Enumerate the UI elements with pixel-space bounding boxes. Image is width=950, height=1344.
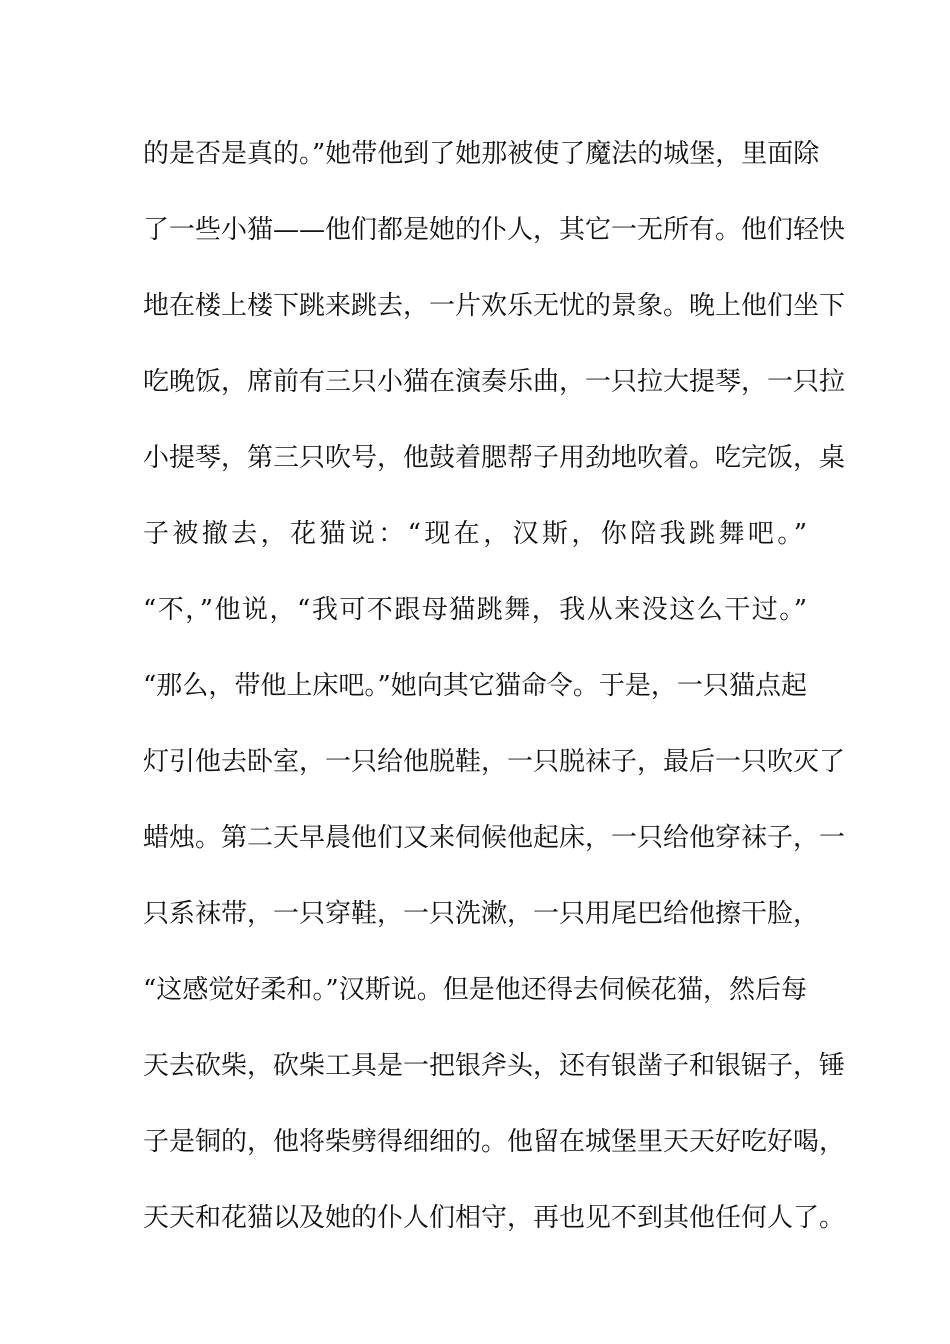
text-line: 蜡烛。第二天早晨他们又来伺候他起床，一只给他穿袜子，一 [143,823,846,853]
body-text [143,132,846,1272]
text-line: 小提琴，第三只吹号，他鼓着腮帮子用劲地吹着。吃完饭，桌 [143,443,846,473]
text-line: 了一些小猫——他们都是她的仆人，其它一无所有。他们轻快 [143,215,846,245]
text-line: 吃晚饭，席前有三只小猫在演奏乐曲，一只拉大提琴，一只拉 [143,367,846,397]
text-line: 的是否是真的。”她带他到了她那被使了魔法的城堡，里面除 [143,139,820,169]
text-line: “不，”他说，“我可不跟母猫跳舞，我从来没这么干过。” [143,595,807,625]
text-line: “这感觉好柔和。”汉斯说。但是他还得去伺候花猫，然后每 [143,975,807,1005]
text-line: 天天和花猫以及她的仆人们相守，再也见不到其他任何人了。 [143,1203,846,1233]
text-line: 天去砍柴，砍柴工具是一把银斧头，还有银凿子和银锯子，锤 [143,1051,846,1081]
text-line: 地在楼上楼下跳来跳去，一片欢乐无忧的景象。晚上他们坐下 [143,291,846,321]
text-line: 子被撤去，花猫说：“现在，汉斯，你陪我跳舞吧。” [143,519,807,549]
text-line: 只系袜带，一只穿鞋，一只洗漱，一只用尾巴给他擦干脸， [143,899,820,929]
text-line: 子是铜的，他将柴劈得细细的。他留在城堡里天天好吃好喝， [143,1127,846,1157]
text-line: “那么，带他上床吧。”她向其它猫命令。于是，一只猫点起 [143,671,807,701]
text-line: 灯引他去卧室，一只给他脱鞋，一只脱袜子，最后一只吹灭了 [143,747,846,777]
